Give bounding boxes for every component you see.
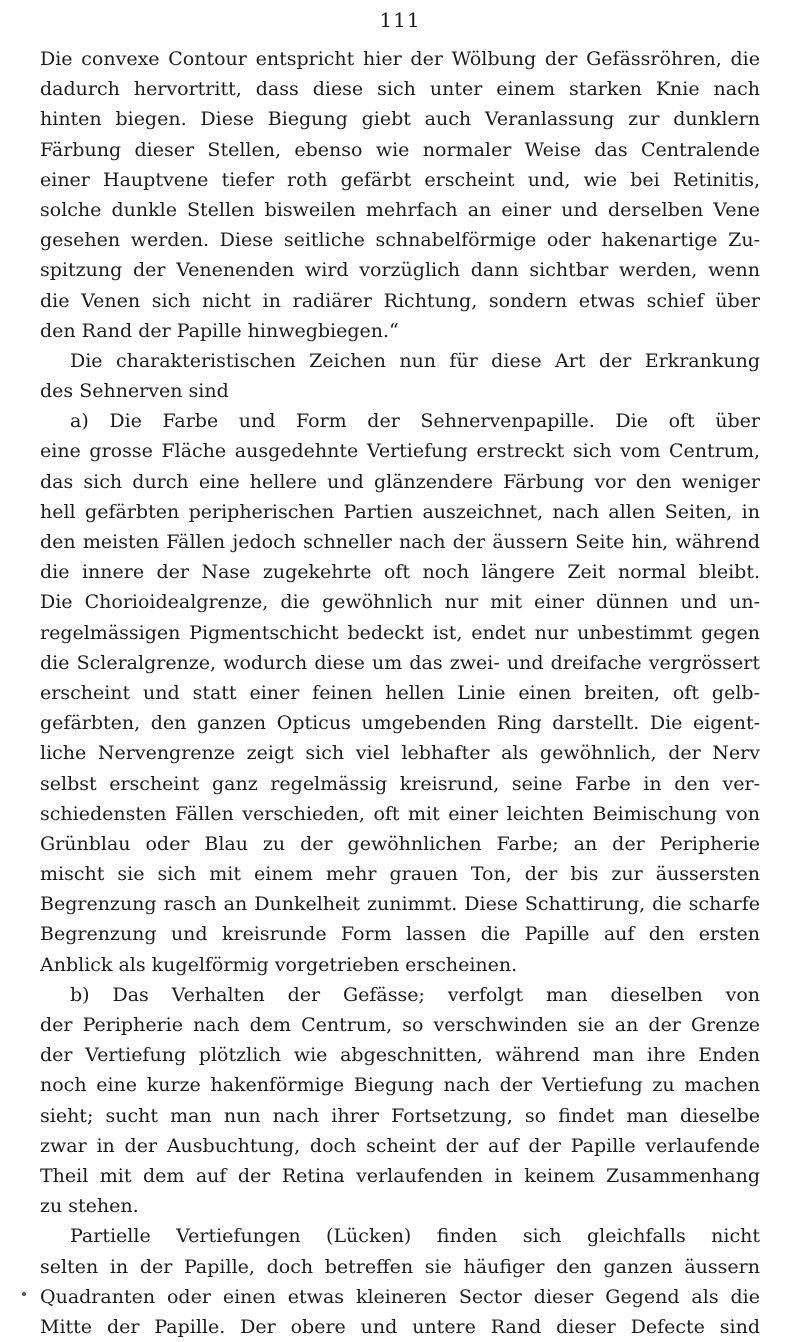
text-line: die Scleralgrenze, wodurch diese um das zwei- und dreifache vergrössert bbox=[40, 651, 760, 674]
text-line: Die convexe Contour entspricht hier der Wölbung der Gefässröhren, die bbox=[40, 48, 760, 70]
text-line: der Vertiefung plötzlich wie abgeschnitten, während man ihre Enden bbox=[40, 1044, 760, 1067]
text-line: des Sehnerven sind bbox=[40, 380, 229, 403]
text-line: hell gefärbten peripherischen Partien auszeichnet, nach allen Seiten, in bbox=[40, 500, 760, 523]
text-line: die innere der Nase zugekehrte oft noch längere Zeit normal bleibt. bbox=[40, 561, 760, 584]
text-line: die Venen sich nicht in radiärer Richtung, sondern etwas schief über bbox=[40, 289, 760, 312]
text-line: das sich durch eine hellere und glänzendere Färbung vor den weniger bbox=[40, 470, 760, 493]
text-line: selten in der Papille, doch betreffen sie häufiger den ganzen äussern bbox=[40, 1255, 760, 1278]
print-speck bbox=[22, 1292, 26, 1296]
text-line: Begrenzung rasch an Dunkelheit zunimmt. Diese Schattirung, die scharfe bbox=[40, 893, 760, 916]
body-text bbox=[40, 44, 760, 1342]
text-line: Anblick als kugelförmig vorgetrieben erscheinen. bbox=[40, 953, 518, 976]
text-line: regelmässigen Pigmentschicht bedeckt ist, endet nur unbestimmt gegen bbox=[40, 621, 760, 644]
text-line: Begrenzung und kreisrunde Form lassen die Papille auf den ersten bbox=[40, 923, 760, 946]
page-number: 111 bbox=[379, 8, 421, 32]
text-line: der Peripherie nach dem Centrum, so verschwinden sie an der Grenze bbox=[40, 1014, 760, 1036]
text-line: Mitte der Papille. Der obere und untere Rand dieser Defecte sind bbox=[40, 1315, 760, 1338]
text-line: Die Chorioidealgrenze, die gewöhnlich nur mit einer dünnen und un- bbox=[40, 591, 760, 614]
text-line: erscheint und statt einer feinen hellen Linie einen breiten, oft gelb- bbox=[40, 681, 760, 704]
text-line: gefärbten, den ganzen Opticus umgebenden Ring darstellt. Die eigent- bbox=[40, 712, 760, 735]
text-line: Quadranten oder einen etwas kleineren Sector dieser Gegend als die bbox=[40, 1285, 760, 1308]
paragraph-start-line: Die charakteristischen Zeichen nun für diese Art der Erkrankung bbox=[70, 349, 760, 372]
text-line: Theil mit dem auf der Retina verlaufenden in keinem Zusammenhang bbox=[40, 1164, 760, 1187]
text-line: mischt sie sich mit einem mehr grauen Ton, der bis zur äussersten bbox=[40, 863, 760, 886]
text-line: noch eine kurze hakenförmige Biegung nach der Vertiefung zu machen bbox=[40, 1074, 760, 1097]
text-line: eine grosse Fläche ausgedehnte Vertiefung erstreckt sich vom Centrum, bbox=[40, 440, 760, 463]
text-line: sieht; sucht man nun nach ihrer Fortsetzung, so findet man dieselbe bbox=[40, 1104, 760, 1127]
text-line: Färbung dieser Stellen, ebenso wie normaler Weise das Centralende bbox=[40, 138, 760, 161]
section-b-heading-line: b) Das Verhalten der Gefässe; verfolgt man dieselben von bbox=[70, 983, 760, 1006]
text-line: Grünblau oder Blau zu der gewöhnlichen Farbe; an der Peripherie bbox=[40, 832, 760, 855]
text-line: spitzung der Venenenden wird vorzüglich dann sichtbar werden, wenn bbox=[40, 259, 760, 282]
text-line: hinten biegen. Diese Biegung giebt auch Veranlassung zur dunklern bbox=[40, 108, 760, 131]
text-line: einer Hauptvene tiefer roth gefärbt erscheint und, wie bei Retinitis, bbox=[40, 168, 760, 191]
section-a-heading-line: a) Die Farbe und Form der Sehnervenpapille. Die oft über bbox=[70, 410, 760, 433]
text-line: den meisten Fällen jedoch schneller nach der äussern Seite hin, während bbox=[40, 531, 760, 553]
text-line: dadurch hervortritt, dass diese sich unter einem starken Knie nach bbox=[40, 78, 760, 101]
text-line: solche dunkle Stellen bisweilen mehrfach an einer und derselben Vene bbox=[40, 198, 760, 221]
text-line: schiedensten Fällen verschieden, oft mit einer leichten Beimischung von bbox=[40, 802, 760, 825]
text-line: zu stehen. bbox=[40, 1195, 139, 1218]
text-line: zwar in der Ausbuchtung, doch scheint der auf der Papille verlaufende bbox=[40, 1134, 760, 1157]
text-line: gesehen werden. Diese seitliche schnabelförmige oder hakenartige Zu- bbox=[40, 229, 760, 252]
text-line: selbst erscheint ganz regelmässig kreisrund, seine Farbe in den ver- bbox=[40, 772, 760, 795]
partial-depressions-heading-line: Partielle Vertiefungen (Lücken) finden sich gleichfalls nicht bbox=[70, 1225, 760, 1248]
text-line: den Rand der Papille hinwegbiegen.“ bbox=[40, 319, 399, 342]
text-line: liche Nervengrenze zeigt sich viel lebhafter als gewöhnlich, der Nerv bbox=[40, 742, 760, 765]
